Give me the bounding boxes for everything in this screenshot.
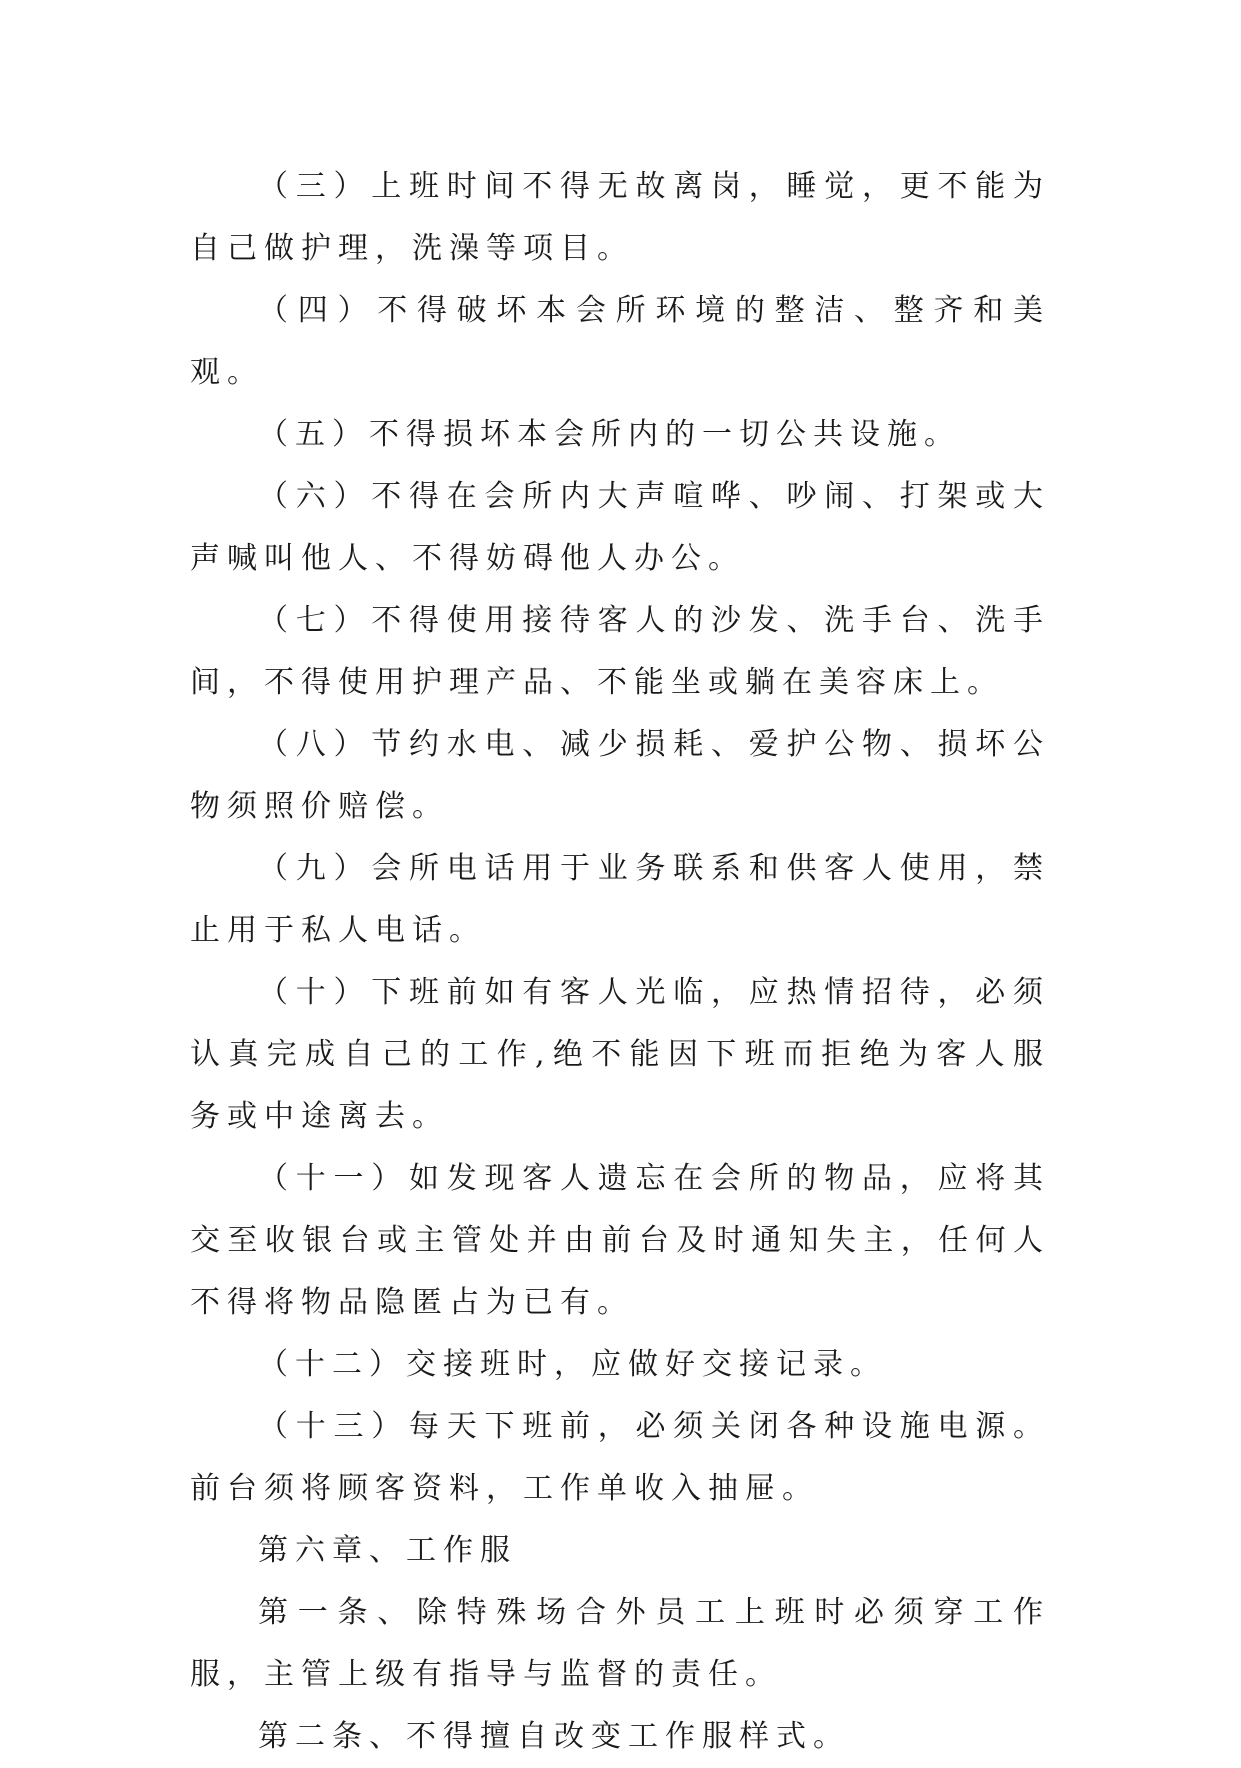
rule-9-paragraph: （九）会所电话用于业务联系和供客人使用，禁止用于私人电话。 — [190, 851, 1050, 948]
rule-4-paragraph: （四）不得破坏本会所环境的整洁、整齐和美观。 — [190, 293, 1050, 390]
article-2-paragraph: 第二条、不得擅自改变工作服样式。 — [258, 1719, 850, 1754]
rule-8-paragraph: （八）节约水电、减少损耗、爱护公物、损坏公物须照价赔偿。 — [190, 727, 1050, 824]
rule-3-paragraph: （三）上班时间不得无故离岗，睡觉，更不能为自己做护理，洗澡等项目。 — [190, 169, 1050, 266]
article-1-paragraph: 第一条、除特殊场合外员工上班时必须穿工作服，主管上级有指导与监督的责任。 — [190, 1595, 1050, 1692]
rule-12-paragraph: （十二）交接班时，应做好交接记录。 — [258, 1347, 887, 1382]
rule-13-paragraph: （十三）每天下班前，必须关闭各种设施电源。前台须将顾客资料，工作单收入抽屉。 — [190, 1409, 1050, 1506]
chapter-6-heading: 第六章、工作服 — [258, 1533, 517, 1568]
rule-10-paragraph: （十）下班前如有客人光临，应热情招待，必须认真完成自己的工作,绝不能因下班而拒绝为客人服务或中途离去。 — [190, 975, 1050, 1134]
rule-11-paragraph: （十一）如发现客人遗忘在会所的物品，应将其交至收银台或主管处并由前台及时通知失主，任何人不得将物品隐匿占为已有。 — [190, 1161, 1050, 1320]
rule-7-paragraph: （七）不得使用接待客人的沙发、洗手台、洗手间，不得使用护理产品、不能坐或躺在美容床上。 — [190, 603, 1050, 700]
document-body — [190, 156, 1050, 1768]
rule-6-paragraph: （六）不得在会所内大声喧哗、吵闹、打架或大声喊叫他人、不得妨碍他人办公。 — [190, 479, 1050, 576]
rule-5-paragraph: （五）不得损坏本会所内的一切公共设施。 — [258, 417, 961, 452]
